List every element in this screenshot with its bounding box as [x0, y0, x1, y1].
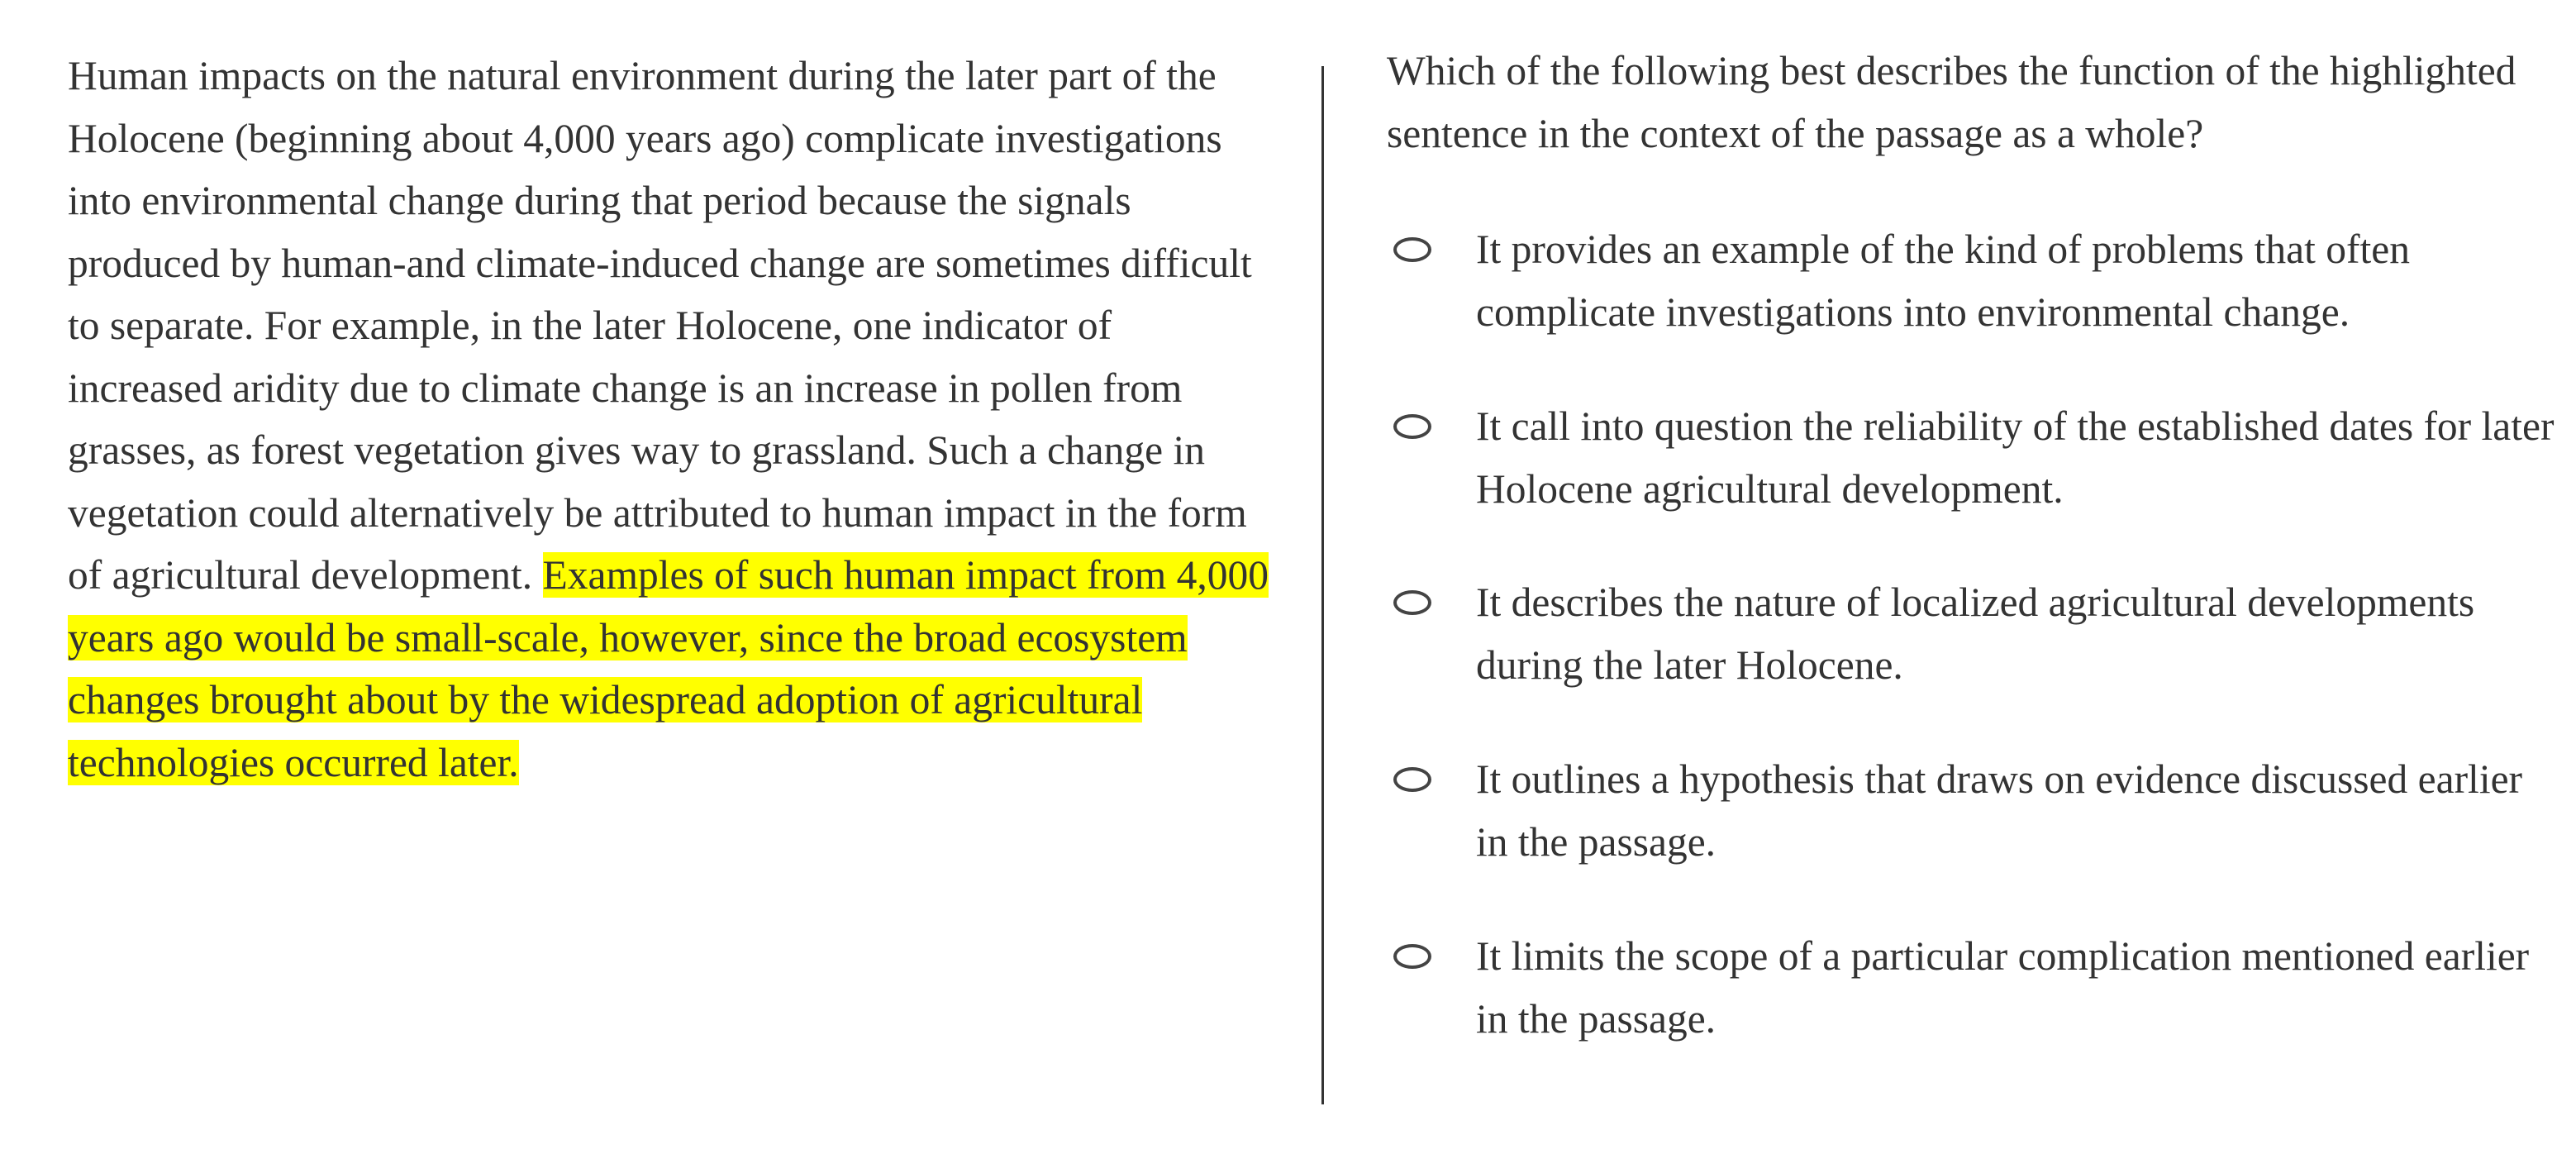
radio-unselected-icon[interactable]: [1393, 767, 1431, 792]
answer-option-label: It describes the nature of localized agricultural developments during the later Holocene.: [1476, 579, 2475, 688]
answer-option-3[interactable]: [1387, 571, 2560, 696]
pane-divider: [1321, 66, 1324, 1104]
question-pane: [1387, 40, 2560, 1042]
highlighted-sentence: Examples of such human impact from 4,000 years ago would be small-scale, however, since the broad ecosystem changes brought about by the widespread adoption of agricultural technologies occurred later.: [68, 552, 1269, 785]
radio-unselected-icon[interactable]: [1393, 414, 1431, 439]
radio-unselected-icon[interactable]: [1393, 590, 1431, 615]
passage-pane: [68, 45, 1274, 794]
answer-option-label: It provides an example of the kind of problems that often complicate investigations into environmental change.: [1476, 227, 2410, 335]
radio-unselected-icon[interactable]: [1393, 237, 1431, 262]
answer-option-4[interactable]: [1387, 748, 2560, 873]
answer-option-5[interactable]: [1387, 925, 2560, 1050]
answer-option-1[interactable]: [1387, 218, 2560, 343]
passage-text: [68, 45, 1274, 794]
answer-option-label: It call into question the reliability of the established dates for later Holocene agricultural development.: [1476, 403, 2555, 512]
answer-option-label: It limits the scope of a particular complication mentioned earlier in the passage.: [1476, 933, 2530, 1042]
passage-plain-text: Human impacts on the natural environment during the later part of the Holocene (beginning about 4,000 years ago) complicate investigations into environmental change during that period because the signals produced by human-and climate-induced change are sometimes difficult to separate. For example, in the later Holocene, one indicator of increased aridity due to climate change is an increase in pollen from grasses, as forest vegetation gives way to grassland. Such a change in vegetation could alternatively be attributed to human impact in the form of agricultural development.: [68, 53, 1252, 598]
answer-option-2[interactable]: [1387, 395, 2560, 520]
answer-option-label: It outlines a hypothesis that draws on evidence discussed earlier in the passage.: [1476, 756, 2523, 865]
radio-unselected-icon[interactable]: [1393, 944, 1431, 969]
question-stem: Which of the following best describes the function of the highlighted sentence in the context of the passage as a whole?: [1387, 48, 2516, 156]
answer-options: [1387, 218, 2560, 1102]
